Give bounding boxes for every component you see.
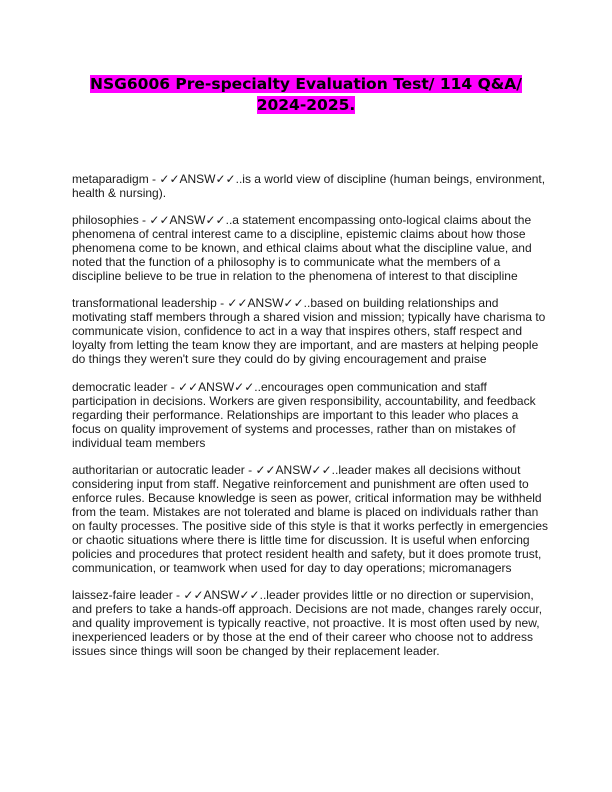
qa-entry-philosophies	[72, 213, 548, 283]
entry-term: democratic leader	[72, 380, 168, 394]
qa-list	[72, 172, 548, 671]
entry-definition: is a world view of discipline (human beings, environment, health & nursing).	[72, 172, 546, 200]
document-title	[66, 74, 546, 116]
entry-definition: a statement encompassing onto-logical claims about the phenomena of central interest came to a discipline, epistemic claims about how those phenomena come to be known, and ethical claims about what the discipline value, and noted that the function of a philosophy is to communicate what the members of a discipline believe to be true in relation to the phenomena of interest to that discipline	[72, 213, 532, 283]
answer-marker: ✓✓ANSW✓✓..	[227, 296, 311, 310]
entry-term: laissez-faire leader	[72, 588, 173, 602]
answer-marker: ✓✓ANSW✓✓..	[255, 463, 339, 477]
qa-entry-metaparadigm	[72, 172, 548, 200]
entry-definition: based on building relationships and motivating staff members through a shared vision and mission; typically have charisma to communicate vision, confidence to act in a way that inspires others, staff respect and loyalty from letting the team know they are important, and are masters at helping people do things they weren't sure they could do by giving encouragement and praise	[72, 296, 546, 366]
qa-entry-democratic-leader	[72, 380, 548, 450]
answer-marker: ✓✓ANSW✓✓..	[178, 380, 261, 394]
entry-term: authoritarian or autocratic leader	[72, 463, 245, 477]
title-block	[66, 74, 546, 116]
entry-term: metaparadigm	[72, 172, 149, 186]
entry-separator: -	[216, 296, 228, 310]
entry-definition: leader makes all decisions without considering input from staff. Negative reinforcement and punishment are often used to enforce rules. Because knowledge is seen as power, critical information may be withheld from the team. Mistakes are not tolerated and blame is placed on individuals rather than on faulty processes. The positive side of this style is that it works perfectly in emergencies or chaotic situations where there is little time for discussion. It is useful when enforcing policies and procedures that protect resident health and safety, but it does promote trust, communication, or teamwork when used for day to day operations; micromanagers	[72, 463, 548, 575]
entry-separator: -	[167, 380, 179, 394]
entry-term: transformational leadership	[72, 296, 217, 310]
qa-entry-laissez-faire-leader	[72, 588, 548, 658]
qa-entry-transformational-leadership	[72, 296, 548, 366]
entry-separator: -	[244, 463, 256, 477]
entry-separator: -	[172, 588, 184, 602]
answer-marker: ✓✓ANSW✓✓..	[149, 213, 233, 227]
answer-marker: ✓✓ANSW✓✓..	[159, 172, 243, 186]
entry-separator: -	[148, 172, 160, 186]
entry-definition: leader provides little or no direction or supervision, and prefers to take a hands-off approach. Decisions are not made, changes rarely occur, and quality improvement is typically reactive, not proactive. It is most often used by new, inexperienced leaders or by those at the end of their career who choose not to address issues since things will soon be changed by their replacement leader.	[72, 588, 543, 658]
highlighted-title-text: NSG6006 Pre-specialty Evaluation Test/ 114 Q&A/ 2024-2025.	[90, 75, 522, 114]
entry-term: philosophies	[72, 213, 139, 227]
qa-entry-authoritarian-leader	[72, 463, 548, 575]
entry-separator: -	[138, 213, 150, 227]
answer-marker: ✓✓ANSW✓✓..	[183, 588, 267, 602]
entry-definition: encourages open communication and staff participation in decisions. Workers are given responsibility, accountability, and feedback regarding their performance. Relationships are important to this leader who places a focus on quality improvement of systems and processes, rather than on mistakes of individual team members	[72, 380, 536, 450]
